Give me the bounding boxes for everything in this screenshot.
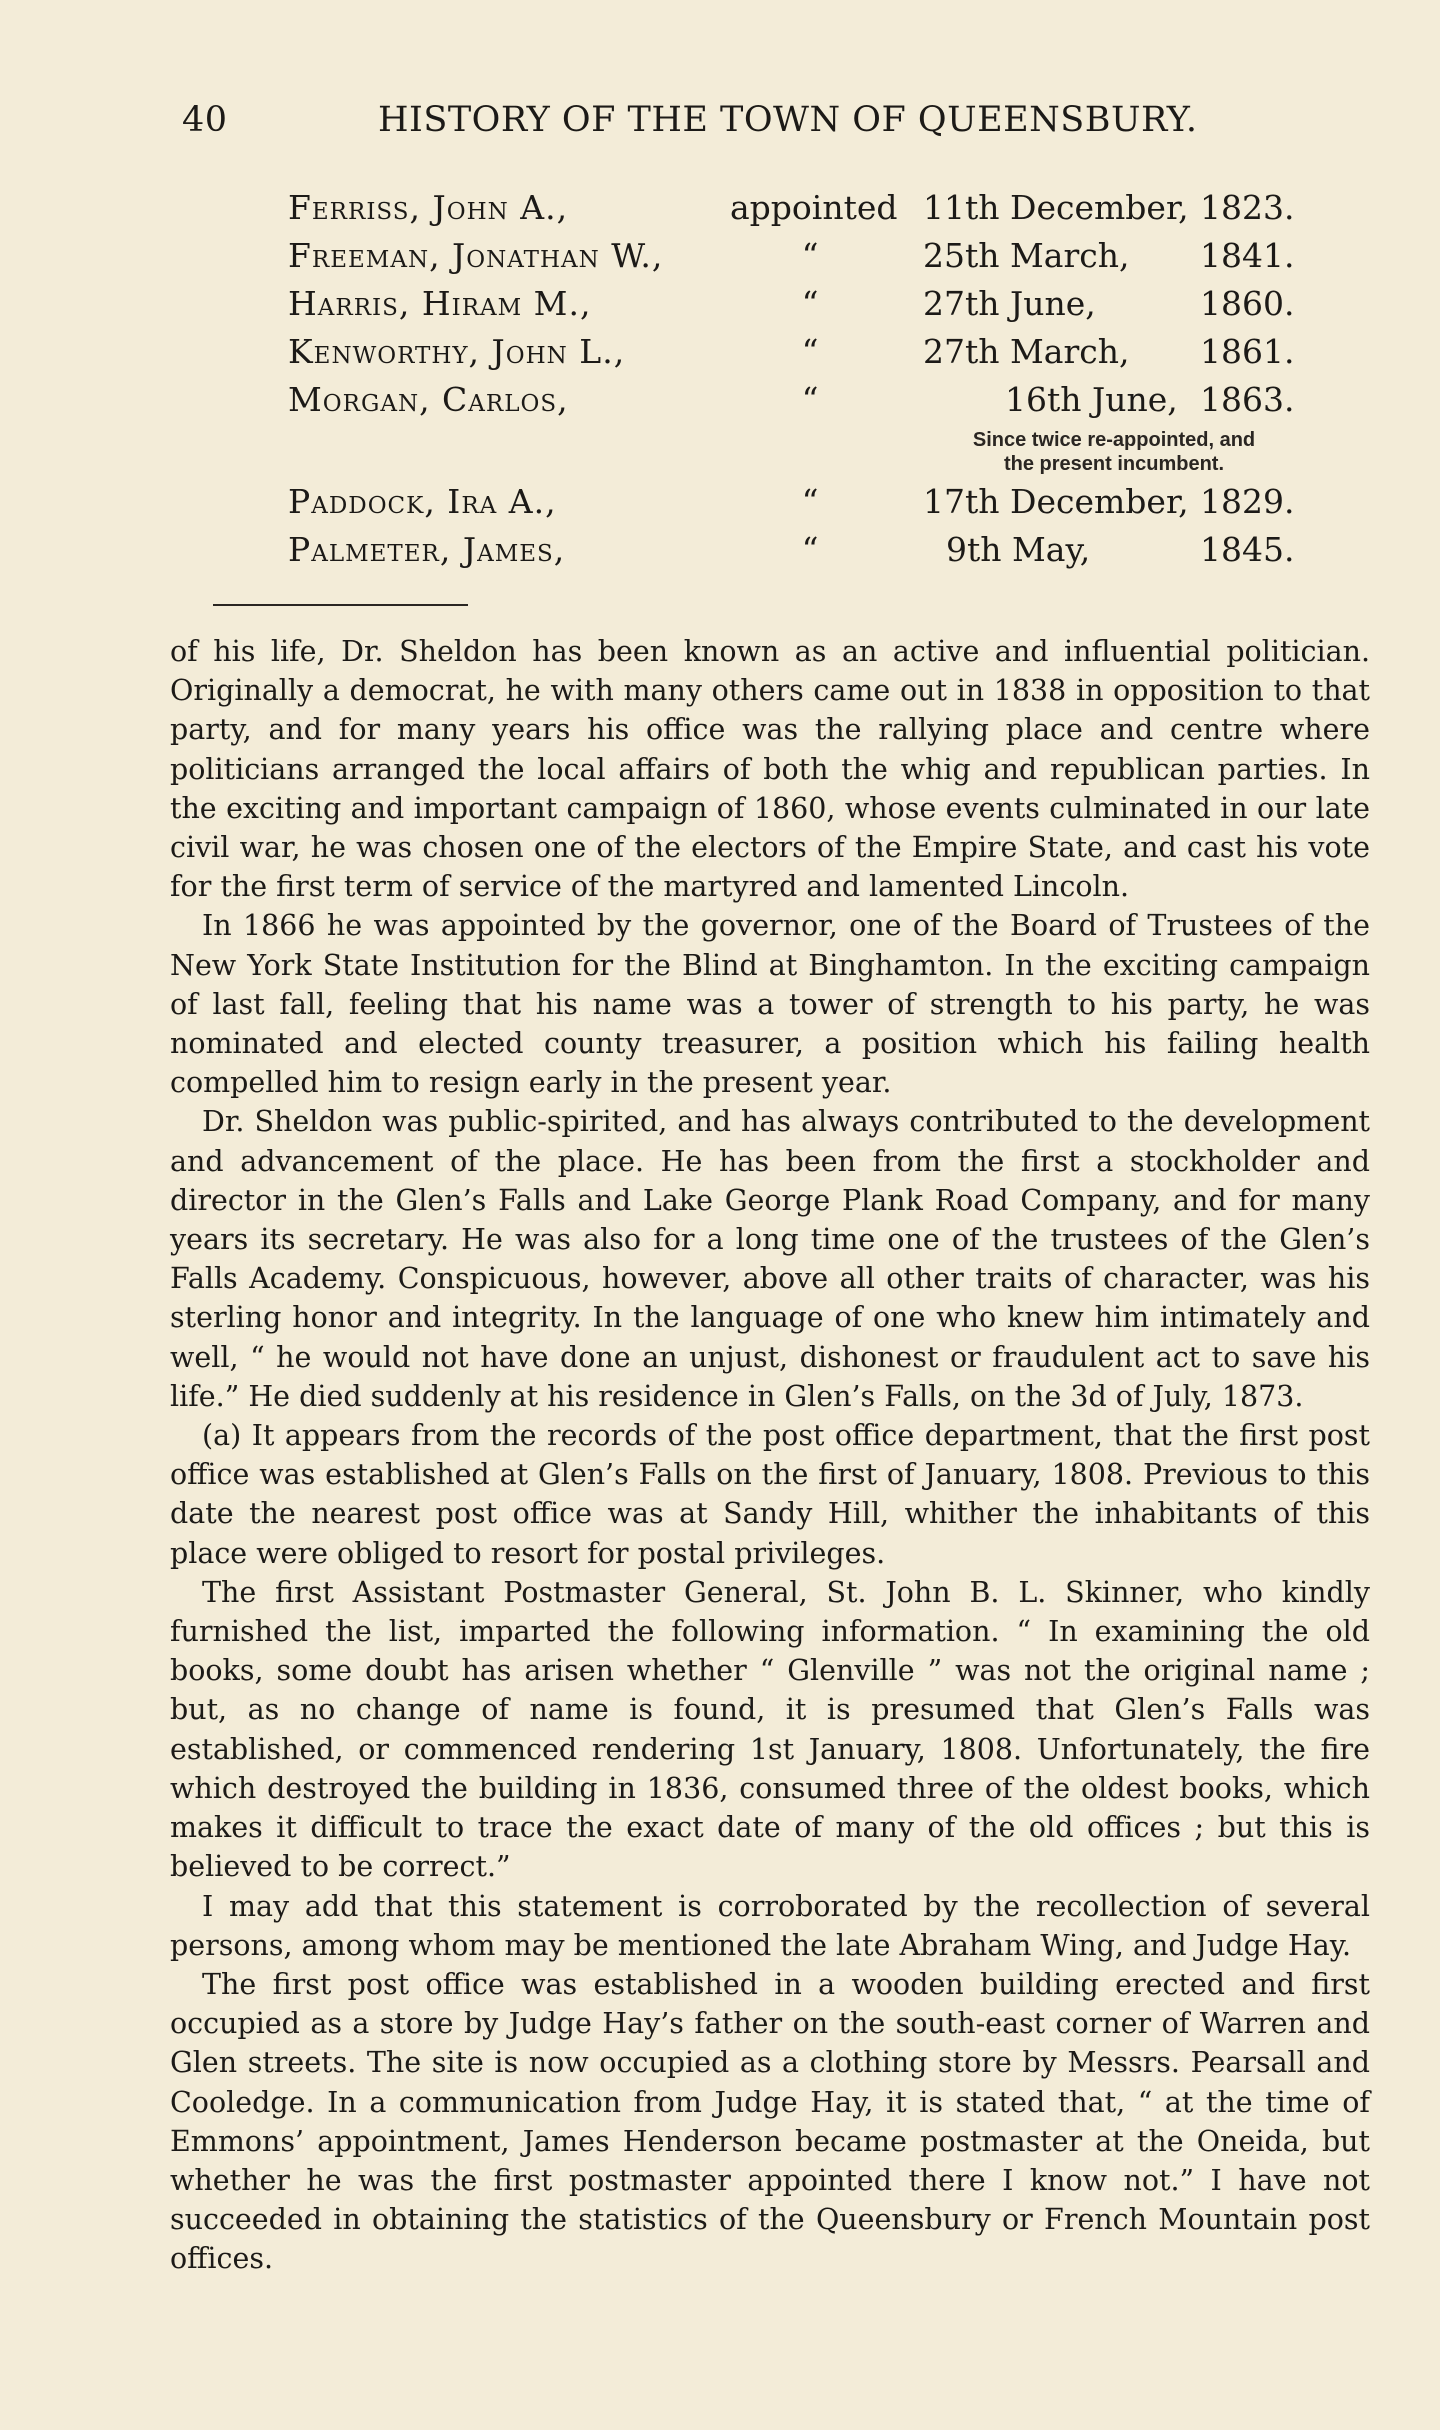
appointment-date: 16th June, xyxy=(1005,380,1178,419)
postmaster-name: Paddock, Ira A., xyxy=(288,482,557,521)
table-row xyxy=(288,284,1308,332)
appointment-year: 1841. xyxy=(1200,236,1295,275)
appointment-type: appointed xyxy=(730,188,898,227)
paragraph: (a) It appears from the records of the post office department, that the first post office was established at Glen’s Falls on the first of January, 1808. Previous to this date the nearest post office was at Sandy Hill, whither the inhabitants of this place were obliged to resort for postal privileges. xyxy=(170,1419,1370,1570)
appointment-year: 1860. xyxy=(1200,284,1295,323)
table-row xyxy=(288,530,1308,578)
appointment-date: 25th March, xyxy=(923,236,1130,275)
appointment-date: 17th December, xyxy=(923,482,1189,521)
note-line: Since twice re-appointed, and xyxy=(972,429,1256,451)
postmaster-name: Palmeter, James, xyxy=(288,530,566,569)
postmaster-name: Morgan, Carlos, xyxy=(288,380,569,419)
paragraph: In 1866 he was appointed by the governor, one of the Board of Trustees of the New York State Institution for the Blind at Binghamton. In the exciting campaign of last fall, feeling that his name was a tower of strength to his party, he was nominated and elected county treasurer, a position which his failing health compelled him to resign early in the present year. xyxy=(170,909,1370,1100)
paragraph: The first Assistant Postmaster General, St. John B. L. Skinner, who kindly furnished the list, imparted the following information. “ In examining the old books, some doubt has arisen whether “ Glenville ” was not the original name ; but, as no change of name is found, it is presumed that Glen’s Falls was established, or commenced rendering 1st January, 1808. Unfortunately, the fire which destroyed the building in 1836, consumed three of the oldest books, which makes it difficult to trace the exact date of many of the old offices ; but this is believed to be correct.” xyxy=(170,1575,1370,1884)
ditto-mark: “ xyxy=(801,236,819,275)
ditto-mark: “ xyxy=(801,380,819,419)
appointment-date: 27th March, xyxy=(923,332,1130,371)
appointment-date: 27th June, xyxy=(923,284,1096,323)
ditto-mark: “ xyxy=(801,284,819,323)
ditto-mark: “ xyxy=(801,482,819,521)
appointment-year: 1823. xyxy=(1200,188,1295,227)
page-number: 40 xyxy=(182,100,228,140)
table-row xyxy=(288,188,1308,236)
appointment-year: 1861. xyxy=(1200,332,1295,371)
ditto-mark: “ xyxy=(801,332,819,371)
appointment-date: 9th May, xyxy=(946,530,1091,569)
table-row xyxy=(288,236,1308,284)
appointment-year: 1845. xyxy=(1200,530,1295,569)
footnote-divider xyxy=(213,604,468,606)
postmaster-appointments-table xyxy=(288,188,1308,578)
postmaster-name: Kenworthy, John L., xyxy=(288,332,626,371)
ditto-mark: “ xyxy=(801,530,819,569)
appointment-note xyxy=(924,428,1304,482)
table-row xyxy=(288,482,1308,530)
paragraph: I may add that this statement is corroborated by the recollection of several persons, among whom may be mentioned the late Abraham Wing, and Judge Hay. xyxy=(170,1889,1370,1962)
postmaster-name: Ferriss, John A., xyxy=(288,188,569,227)
paragraph: of his life, Dr. Sheldon has been known as an active and influential politician. Originally a democrat, he with many others came out in 1838 in opposition to that party, and for many years his office was the rallying place and centre where politicians arranged the local affairs of both the whig and republican parties. In the exciting and important campaign of 1860, whose events culminated in our late civil war, he was chosen one of the electors of the Empire State, and cast his vote for the first term of service of the martyred and lamented Lincoln. xyxy=(170,635,1370,904)
paragraph: The first post office was established in a wooden building erected and first occupied as a store by Judge Hay’s father on the south-east corner of Warren and Glen streets. The site is now occupied as a clothing store by Messrs. Pearsall and Cooledge. In a communication from Judge Hay, it is stated that, “ at the time of Emmons’ appointment, James Henderson became postmaster at the Oneida, but whether he was the first postmaster appointed there I know not.” I have not succeeded in obtaining the statistics of the Queensbury or French Mountain post offices. xyxy=(170,1967,1370,2276)
footnote-text xyxy=(170,632,1370,2279)
appointment-year: 1829. xyxy=(1200,482,1295,521)
postmaster-name: Freeman, Jonathan W., xyxy=(288,236,664,275)
note-line: the present incumbent. xyxy=(1003,453,1225,475)
table-row xyxy=(288,380,1308,428)
appointment-date: 11th December, xyxy=(923,188,1189,227)
paragraph: Dr. Sheldon was public-spirited, and has always contributed to the development and advancement of the place. He has been from the first a stockholder and director in the Glen’s Falls and Lake George Plank Road Company, and for many years its secretary. He was also for a long time one of the trustees of the Glen’s Falls Academy. Conspicuous, however, above all other traits of character, was his sterling honor and integrity. In the language of one who knew him intimately and well, “ he would not have done an unjust, dishonest or fraudulent act to save his life.” He died suddenly at his residence in Glen’s Falls, on the 3d of July, 1873. xyxy=(170,1105,1370,1413)
page-title: HISTORY OF THE TOWN OF QUEENSBURY. xyxy=(378,100,1198,140)
postmaster-name: Harris, Hiram M., xyxy=(288,284,592,323)
table-row xyxy=(288,332,1308,380)
appointment-year: 1863. xyxy=(1200,380,1295,419)
